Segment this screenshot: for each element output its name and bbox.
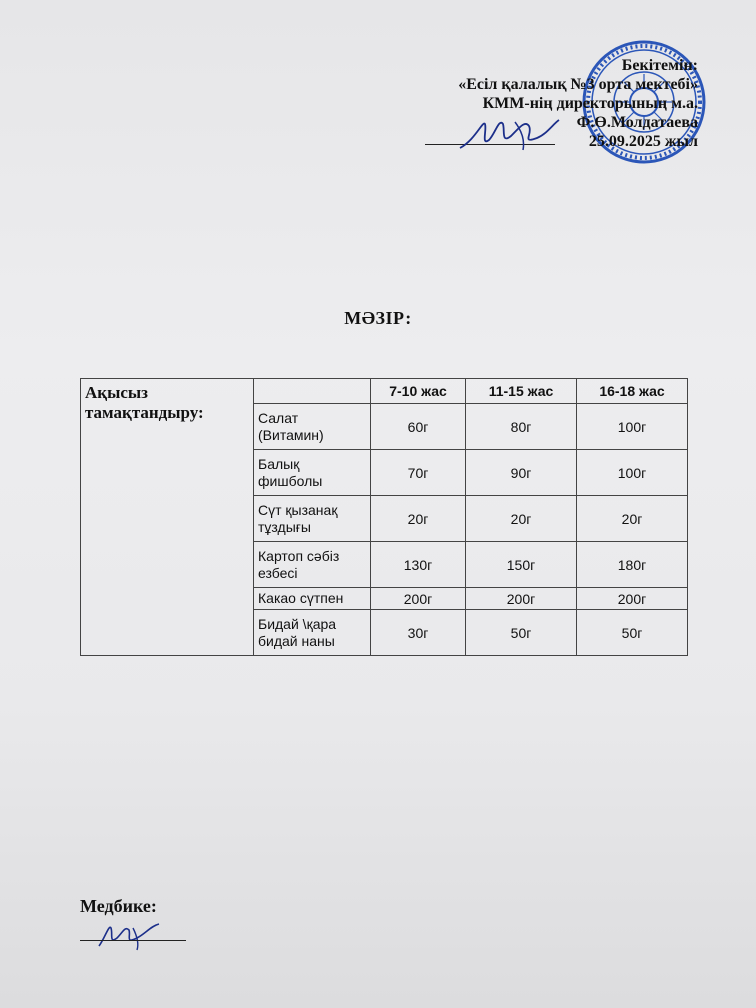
page-title: МӘЗІР: xyxy=(344,308,412,328)
portion-11-15: 50г xyxy=(466,610,577,656)
free-meals-label: Ақысыз тамақтандыру: xyxy=(81,379,254,656)
nurse-signature-icon xyxy=(95,918,165,952)
portion-16-18: 100г xyxy=(577,404,688,450)
portion-11-15: 80г xyxy=(466,404,577,450)
director-signature-icon xyxy=(455,110,565,158)
portion-16-18: 100г xyxy=(577,450,688,496)
portion-16-18: 180г xyxy=(577,542,688,588)
approval-heading: Бекітемін: xyxy=(621,57,698,74)
portion-7-10: 130г xyxy=(371,542,466,588)
approval-position: КММ-нің директорының м.а. xyxy=(482,95,698,112)
header-age-11-15: 11-15 жас xyxy=(466,379,577,404)
portion-7-10: 200г xyxy=(371,588,466,610)
header-empty xyxy=(254,379,371,404)
portion-7-10: 20г xyxy=(371,496,466,542)
portion-16-18: 200г xyxy=(577,588,688,610)
portion-11-15: 200г xyxy=(466,588,577,610)
dish-name: Бидай \қара бидай наны xyxy=(254,610,371,656)
table-header-row xyxy=(81,379,688,404)
portion-11-15: 150г xyxy=(466,542,577,588)
portion-11-15: 90г xyxy=(466,450,577,496)
portion-16-18: 50г xyxy=(577,610,688,656)
header-age-16-18: 16-18 жас xyxy=(577,379,688,404)
approval-date: 25.09.2025 жыл xyxy=(588,133,698,150)
portion-7-10: 70г xyxy=(371,450,466,496)
dish-name: Картоп сәбіз езбесі xyxy=(254,542,371,588)
dish-name: Сүт қызанақ тұздығы xyxy=(254,496,371,542)
portion-11-15: 20г xyxy=(466,496,577,542)
portion-16-18: 20г xyxy=(577,496,688,542)
nurse-signature-line xyxy=(80,940,186,941)
header-age-7-10: 7-10 жас xyxy=(371,379,466,404)
menu-table xyxy=(80,378,688,656)
portion-7-10: 60г xyxy=(371,404,466,450)
dish-name: Какао сүтпен xyxy=(254,588,371,610)
approval-name: Ф.Ө.Молдатаева xyxy=(576,114,698,131)
portion-7-10: 30г xyxy=(371,610,466,656)
dish-name: Балық фишболы xyxy=(254,450,371,496)
dish-name: Салат (Витамин) xyxy=(254,404,371,450)
nurse-label: Медбике: xyxy=(80,896,157,916)
approval-school: «Есіл қалалық №3 орта мектебі» xyxy=(458,76,698,93)
